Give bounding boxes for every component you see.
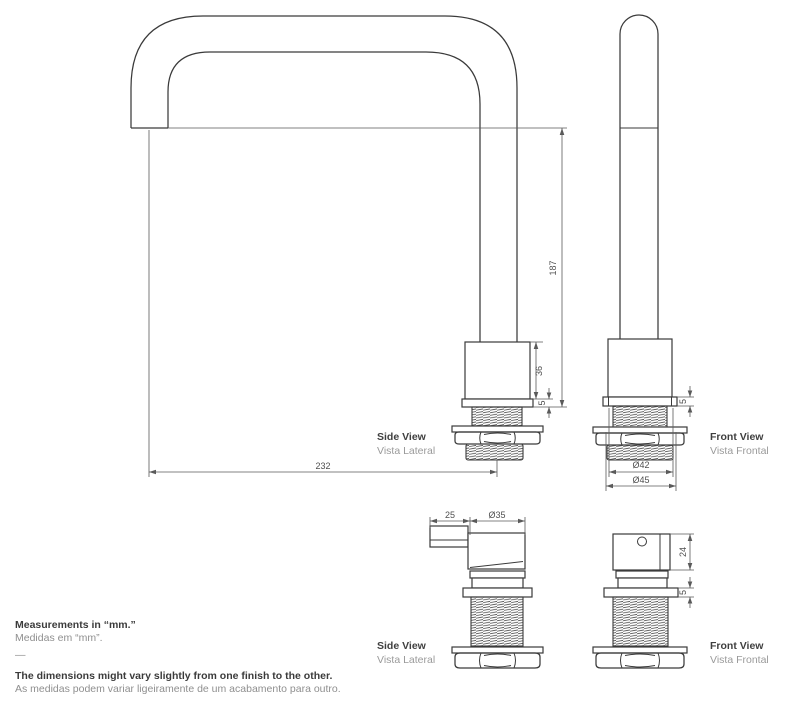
handle-collar-band [472, 578, 523, 588]
dim-label-24: 24 [678, 546, 688, 558]
dim-spout-reach [149, 130, 497, 477]
dim-label-36: 36 [534, 365, 544, 377]
view-sublabel: Vista Lateral [377, 653, 436, 666]
spout-front-upper-thread [613, 406, 667, 427]
spout-lower-thread [466, 444, 523, 460]
handle-thread [471, 597, 523, 646]
spout-body-block [465, 342, 530, 399]
handle-front-view-label [710, 640, 769, 667]
handle-flange [463, 588, 532, 597]
dim-label-d45: Ø45 [632, 475, 650, 485]
dim-label-232: 232 [315, 461, 331, 471]
view-sublabel: Vista Frontal [710, 444, 769, 457]
spout-hex-nut [455, 432, 540, 444]
view-label: Front View [710, 640, 764, 652]
spout-base-flange [462, 399, 533, 407]
dim-handle-flange-thickness [678, 577, 694, 608]
handle-collar-ring [470, 571, 525, 578]
dim-label-187: 187 [548, 260, 558, 276]
spout-inner-contour [168, 52, 480, 342]
spout-front-lower-thread [607, 445, 673, 460]
dim-spout-body-height [530, 342, 553, 399]
spout-side-view-label [377, 431, 435, 458]
view-sublabel: Vista Frontal [710, 653, 769, 666]
handle-escutcheon-plate [452, 647, 543, 653]
view-label: Side View [377, 640, 426, 652]
spout-escutcheon-plate [452, 426, 543, 432]
dim-label-5-handle: 5 [678, 589, 688, 596]
spout-front-body-block [608, 339, 672, 397]
dim-label-d42: Ø42 [632, 460, 650, 470]
measurements-note-en: Measurements in “mm.” [15, 619, 136, 631]
handle-front-collar-ring [616, 571, 668, 578]
handle-front-flange [604, 588, 678, 597]
spout-front-view-drawing [593, 15, 687, 460]
handle-front-view-drawing [593, 534, 687, 668]
view-label: Front View [710, 431, 764, 443]
dim-handle-body-height [670, 534, 694, 570]
dim-label-25: 25 [444, 510, 456, 520]
disclaimer-note-pt: As medidas podem variar ligeiramente de um acabamento para outro. [15, 683, 341, 695]
spout-outer-contour [131, 16, 517, 342]
dim-label-5-side: 5 [537, 400, 547, 406]
disclaimer-note-en: The dimensions might vary slightly from one finish to the other. [15, 670, 333, 682]
handle-lever [430, 526, 468, 547]
handle-front-hex-nut [596, 653, 684, 668]
handle-front-escutcheon-plate [593, 647, 687, 653]
dim-label-d35: Ø35 [488, 510, 506, 520]
handle-hex-nut [455, 653, 540, 668]
view-label: Side View [377, 431, 426, 443]
spout-front-view-label [710, 431, 769, 458]
dim-spout-flange-thickness [537, 388, 551, 418]
notes-divider-dash: — [15, 649, 26, 661]
spout-front-pipe [620, 15, 658, 339]
dim-label-5-front: 5 [678, 398, 688, 405]
handle-side-view-label [377, 640, 435, 667]
handle-side-view-drawing [430, 526, 543, 668]
handle-front-thread [613, 597, 668, 646]
handle-front-collar-band [618, 578, 667, 588]
spout-front-flange [603, 397, 677, 406]
measurements-note-pt: Medidas em “mm”. [15, 632, 103, 644]
spout-upper-thread [472, 407, 522, 426]
dim-front-flange-thickness [677, 386, 694, 417]
spout-side-view-drawing [131, 16, 543, 460]
view-sublabel: Vista Lateral [377, 444, 436, 457]
handle-front-body [613, 534, 670, 570]
handle-body [468, 533, 525, 569]
